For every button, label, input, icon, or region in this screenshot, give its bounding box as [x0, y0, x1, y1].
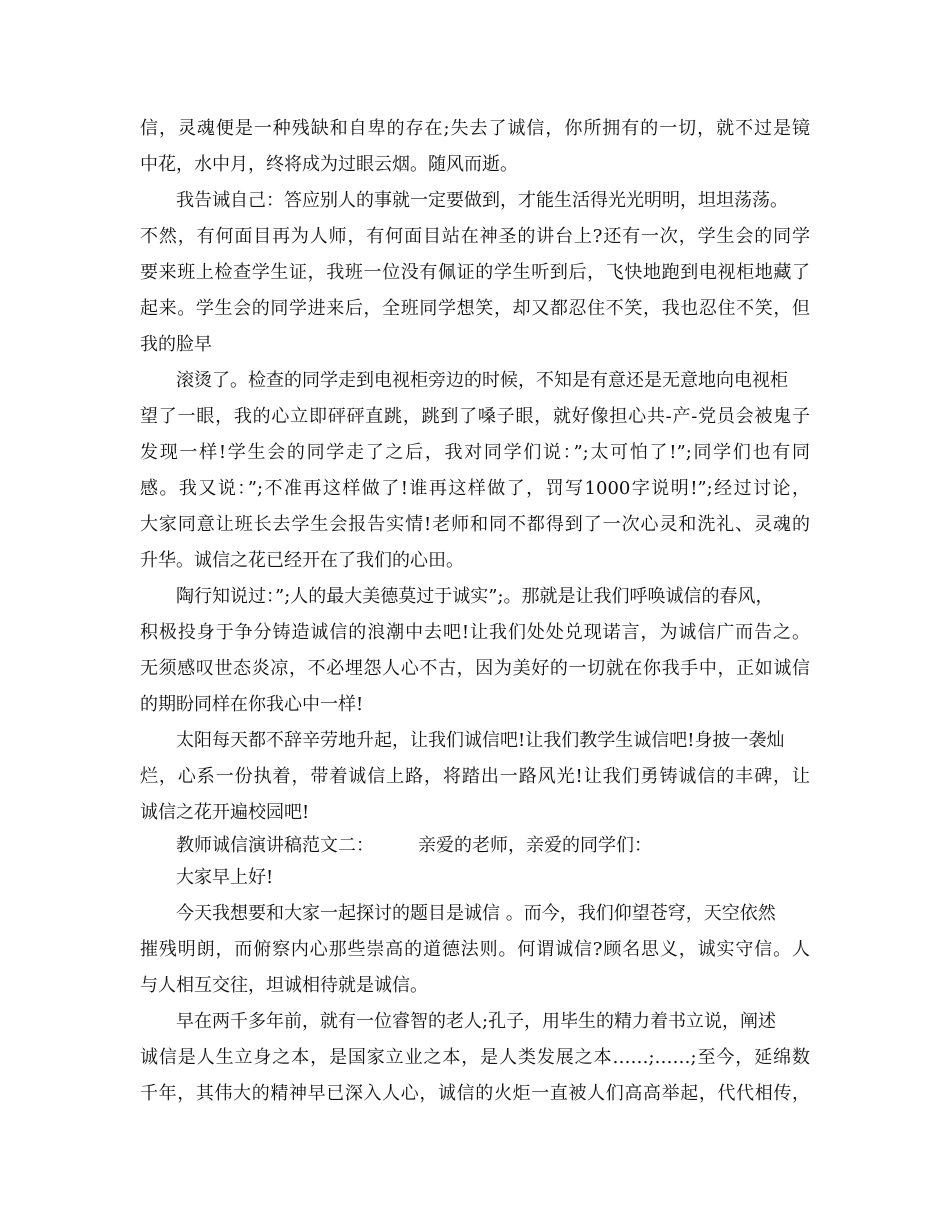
- text-line: 升华。诚信之花已经开在了我们的心田。: [140, 550, 464, 571]
- text-line: 望了一眼，我的心立即砰砰直跳，跳到了嗓子眼，就好像担心共-产-党员会被鬼子: [140, 406, 810, 427]
- text-line: 要来班上检查学生证，我班一位没有佩证的学生听到后，飞快地跑到电视柜地藏了: [140, 262, 810, 283]
- text-line: 中花，水中月，终将成为过眼云烟。随风而逝。: [140, 154, 518, 175]
- text-line: 发现一样!学生会的同学走了之后，我对同学们说：”;太可怕了!”;同学们也有同: [140, 442, 810, 463]
- text-line: 诚信之花开遍校园吧!: [140, 802, 310, 823]
- text-line: 信，灵魂便是一种残缺和自卑的存在;失去了诚信，你所拥有的一切，就不过是镜: [140, 118, 810, 139]
- greeting-line: 大家早上好!: [176, 867, 274, 888]
- text-line: 与人相互交往，坦诚相待就是诚信。: [140, 975, 428, 996]
- text-line: 陶行知说过：”;人的最大美德莫过于诚实”;。那就是让我们呼唤诚信的春风，: [176, 586, 774, 607]
- text-line: 不然，有何面目再为人师，有何面目站在神圣的讲台上?还有一次，学生会的同学: [140, 226, 810, 247]
- text-line: 滚烫了。检查的同学走到电视柜旁边的时候，不知是有意还是无意地向电视柜: [176, 370, 788, 391]
- text-line: 我的脸早: [140, 334, 212, 355]
- text-line: 千年，其伟大的精神早已深入人心，诚信的火炬一直被人们高高举起，代代相传，: [140, 1083, 810, 1104]
- text-line: 今天我想要和大家一起探讨的题目是诚信 。而今，我们仰望苍穹，天空依然: [176, 903, 776, 924]
- text-line: 太阳每天都不辞辛劳地升起，让我们诚信吧!让我们教学生诚信吧!身披一袭灿: [176, 730, 785, 751]
- text-line: 烂，心系一份执着，带着诚信上路，将踏出一路风光!让我们勇铸诚信的丰碑，让: [140, 766, 810, 787]
- text-line: 早在两千多年前，就有一位睿智的老人;孔子，用毕生的精力着书立说，阐述: [176, 1011, 777, 1032]
- section-title: 教师诚信演讲稿范文二：: [176, 835, 374, 856]
- text-line: 的期盼同样在你我心中一样!: [140, 694, 364, 715]
- text-line: 我告诫自己：答应别人的事就一定要做到，才能生活得光光明明，坦坦荡荡。: [176, 190, 788, 211]
- text-line: 无须感叹世态炎凉，不必埋怨人心不古，因为美好的一切就在你我手中，正如诚信: [140, 658, 810, 679]
- text-line: 大家同意让班长去学生会报告实情!老师和同不都得到了一次心灵和洗礼、灵魂的: [140, 514, 810, 535]
- text-line: 诚信是人生立身之本，是国家立业之本，是人类发展之本……;……;至今，延绵数: [140, 1047, 810, 1068]
- text-line: 积极投身于争分铸造诚信的浪潮中去吧!让我们处处兑现诺言，为诚信广而告之。: [140, 622, 810, 643]
- text-line: 感。我又说：”;不准再这样做了!谁再这样做了，罚写1000字说明!”;经过讨论，: [140, 478, 810, 499]
- text-line: 摧残明朗，而俯察内心那些崇高的道德法则。何谓诚信?顾名思义，诚实守信。人: [140, 939, 810, 960]
- text-line: 起来。学生会的同学进来后，全班同学想笑，却又都忍住不笑，我也忍住不笑，但: [140, 298, 810, 319]
- salutation: 亲爱的老师，亲爱的同学们：: [418, 835, 652, 856]
- section-heading-line: [176, 834, 652, 858]
